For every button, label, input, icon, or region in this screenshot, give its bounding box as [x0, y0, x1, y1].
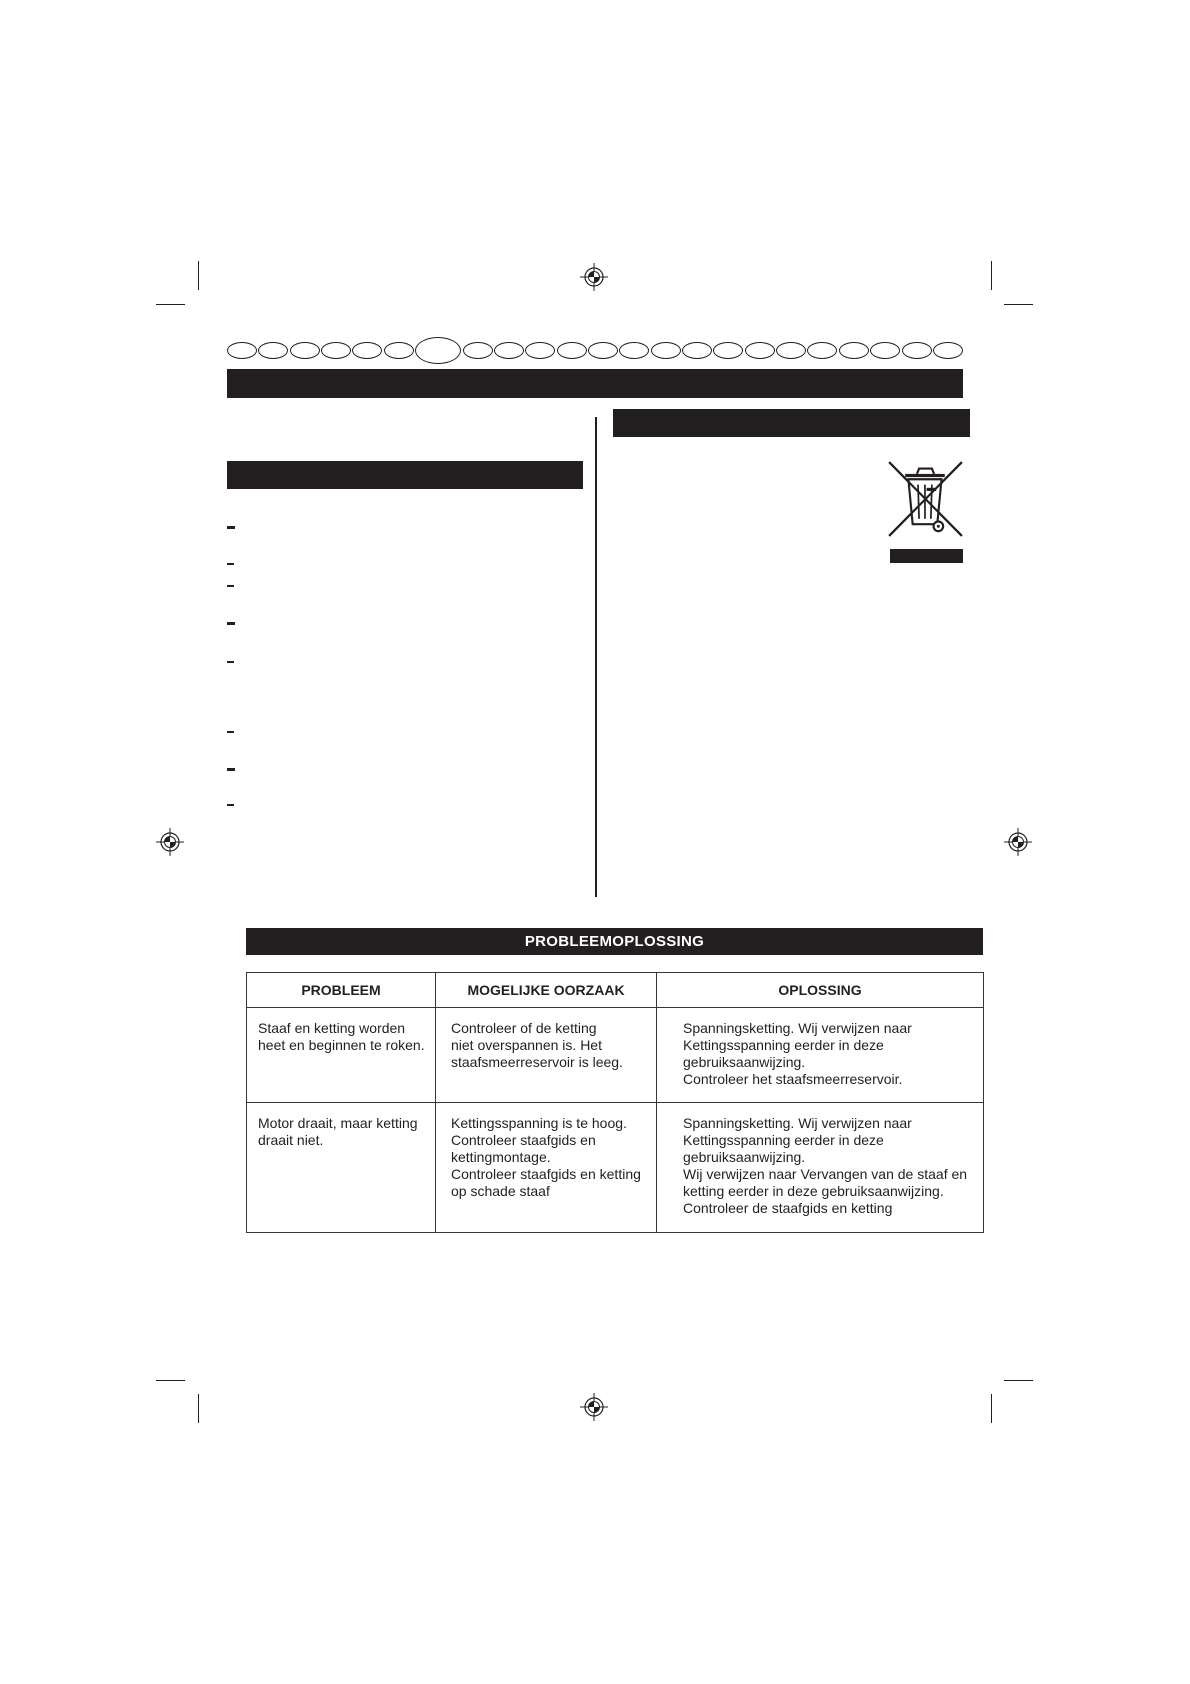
language-oval-row: [227, 336, 963, 364]
page-heading-bar: [227, 369, 963, 398]
crop-mark-top-right-horizontal: [1004, 304, 1033, 305]
problem-cell: Motor draait, maar ketting draait niet.: [247, 1103, 436, 1233]
weee-crossed-out-bin-icon: [887, 460, 964, 537]
language-oval: [807, 342, 837, 359]
table-row: [247, 1008, 984, 1103]
troubleshooting-table: [246, 972, 984, 1233]
header-problem: PROBLEEM: [247, 973, 436, 1008]
language-oval: [902, 342, 932, 359]
troubleshooting-title: PROBLEEMOPLOSSING: [246, 928, 983, 955]
language-oval: [933, 342, 963, 359]
bullet-dash: [227, 526, 235, 529]
registration-mark-icon: [579, 262, 609, 292]
language-oval: [745, 342, 775, 359]
weee-label-bar: [890, 549, 963, 563]
language-oval: [258, 342, 288, 359]
language-oval: [494, 342, 524, 359]
crop-mark-bottom-right-vertical: [991, 1394, 992, 1423]
bullet-dash: [227, 804, 234, 806]
right-section-heading-bar: [613, 409, 970, 437]
language-oval-current: [415, 337, 461, 364]
bullet-dash: [227, 731, 234, 733]
solution-cell: Spanningsketting. Wij verwijzen naar Kettingsspanning eerder in deze gebruiksaanwijzing. Wij verwijzen naar Vervangen van de staaf en ketting eerder in deze gebruiksaanwijzing. Controleer de staafgids en ketting: [657, 1103, 984, 1233]
left-section-heading-bar: [227, 461, 583, 489]
language-oval: [651, 342, 681, 359]
solution-cell: Spanningsketting. Wij verwijzen naar Kettingsspanning eerder in deze gebruiksaanwijzing. Controleer het staafsmeerreservoir.: [657, 1008, 984, 1103]
crop-mark-top-left-vertical: [198, 261, 199, 290]
crop-mark-top-left-horizontal: [156, 304, 185, 305]
crop-mark-bottom-right-horizontal: [1004, 1380, 1033, 1381]
bullet-dash: [227, 622, 235, 625]
language-oval: [713, 342, 743, 359]
header-possible-cause: MOGELIJKE OORZAAK: [436, 973, 657, 1008]
language-oval: [557, 342, 587, 359]
problem-cell: Staaf en ketting worden heet en beginnen te roken.: [247, 1008, 436, 1103]
crop-mark-top-right-vertical: [991, 261, 992, 290]
language-oval: [525, 342, 555, 359]
header-solution: OPLOSSING: [657, 973, 984, 1008]
registration-mark-icon: [1003, 827, 1033, 857]
table-header-row: [247, 973, 984, 1008]
bullet-dash: [227, 585, 234, 587]
crop-mark-bottom-left-vertical: [198, 1394, 199, 1423]
column-divider: [595, 417, 597, 897]
crop-mark-bottom-left-horizontal: [156, 1380, 185, 1381]
language-oval: [227, 342, 257, 359]
language-oval: [588, 342, 618, 359]
language-oval: [870, 342, 900, 359]
language-oval: [619, 342, 649, 359]
table-row: [247, 1103, 984, 1233]
registration-mark-icon: [579, 1392, 609, 1422]
cause-cell: Kettingsspanning is te hoog. Controleer staafgids en kettingmontage. Controleer staafgids en ketting op schade staaf: [436, 1103, 657, 1233]
cause-cell: Controleer of de ketting niet overspannen is. Het staafsmeerreservoir is leeg.: [436, 1008, 657, 1103]
language-oval: [290, 342, 320, 359]
registration-mark-icon: [155, 827, 185, 857]
language-oval: [776, 342, 806, 359]
bullet-dash: [227, 768, 235, 771]
bullet-dash: [227, 563, 234, 565]
language-oval: [384, 342, 414, 359]
language-oval: [839, 342, 869, 359]
language-oval: [682, 342, 712, 359]
language-oval: [321, 342, 351, 359]
language-oval: [352, 342, 382, 359]
language-oval: [463, 342, 493, 359]
bullet-dash: [227, 661, 234, 663]
